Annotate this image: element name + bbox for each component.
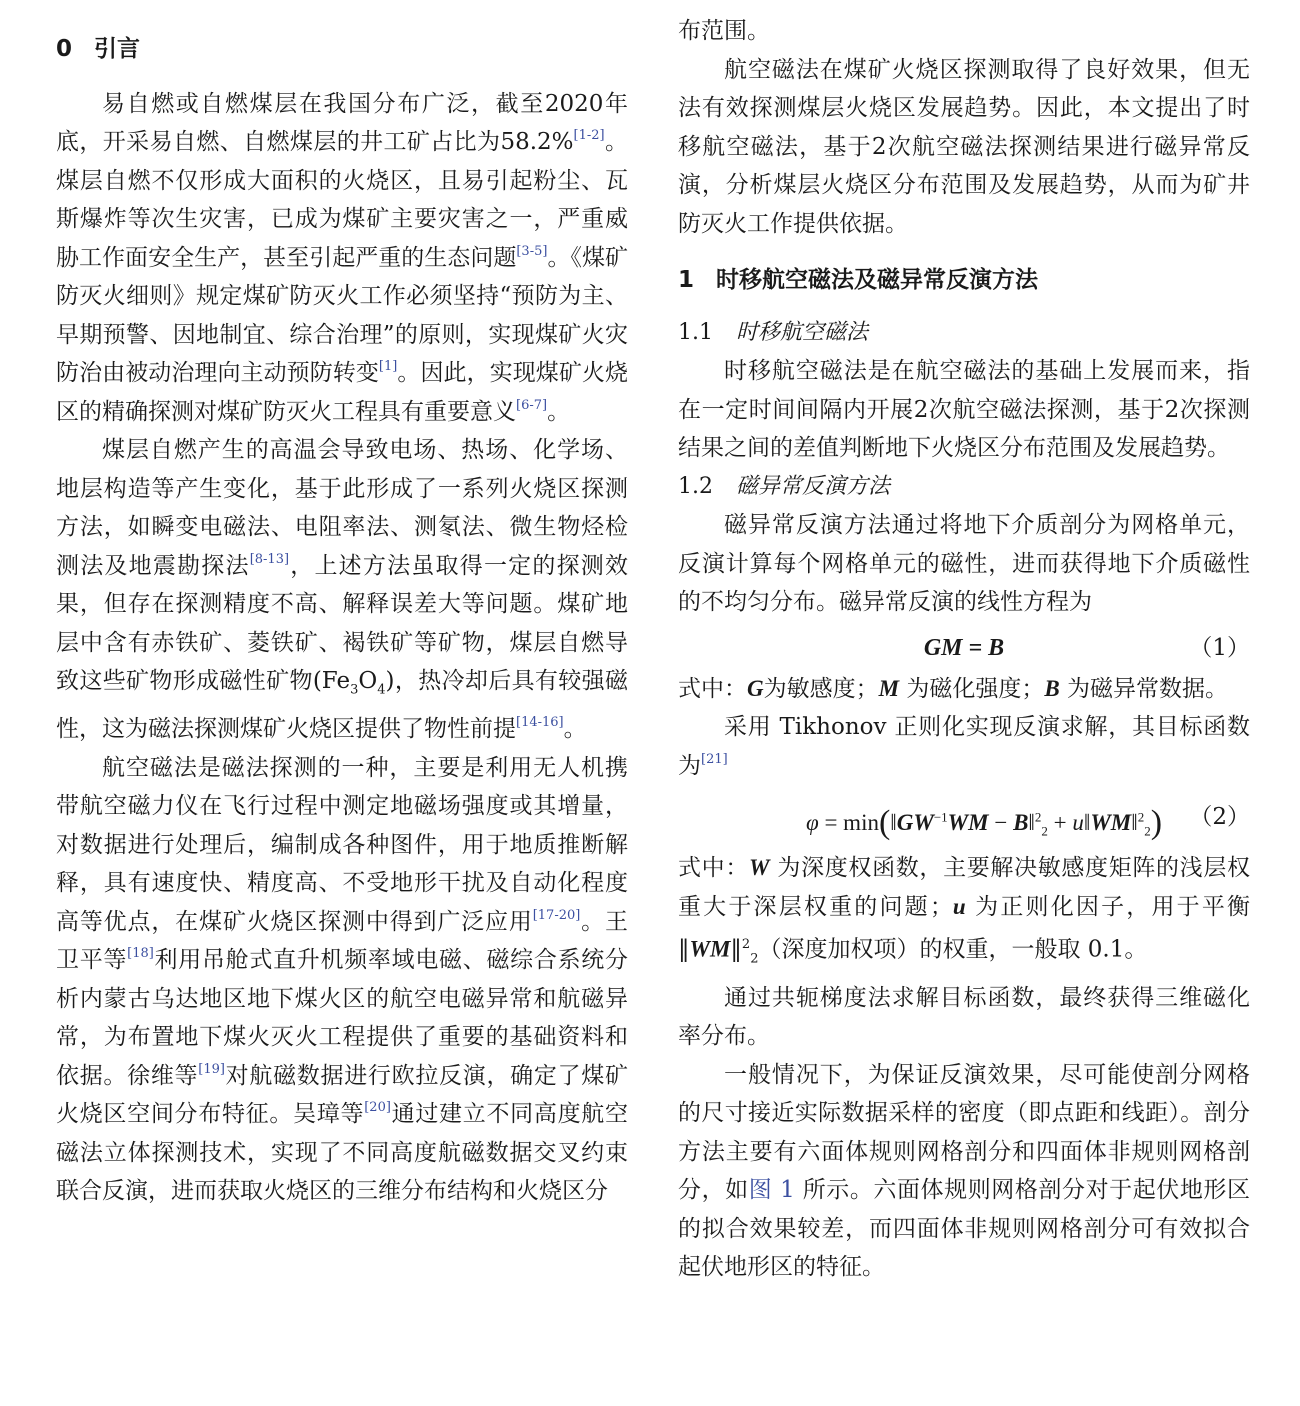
superscript: 2	[1034, 809, 1042, 824]
paragraph-9	[678, 1056, 1250, 1287]
symbol: GW	[896, 809, 934, 835]
citation-link[interactable]: [20]	[364, 1100, 391, 1116]
text: 易自燃或自燃煤层在我国分布广泛，截至2020年底，开采易自燃、自燃煤层的井工矿占比为58.2%	[56, 90, 628, 155]
citation-link[interactable]: [18]	[127, 946, 154, 962]
citation-link[interactable]: [19]	[198, 1061, 225, 1077]
subscript: 4	[377, 682, 386, 698]
text: )，热冷却后具有较强磁性，这为磁法探测煤矿火烧区提供了物性前提	[56, 668, 628, 743]
section-title: 引言	[94, 36, 140, 62]
equation-expression: GM = B	[923, 634, 1005, 661]
subscript: 2	[1144, 823, 1151, 839]
text: 为磁异常数据。	[1059, 675, 1229, 702]
where-clause-1	[678, 670, 1250, 709]
paragraph-2	[56, 431, 628, 749]
equation-expression	[766, 803, 1163, 841]
equation-1	[678, 626, 1250, 670]
symbol: φ	[805, 809, 819, 835]
text: 对航磁数据进行欧拉反演，确定了煤矿火烧区空间分布特征。吴璋等	[56, 1062, 629, 1128]
symbol: B	[1044, 675, 1060, 701]
text: 。《煤矿防灭火细则》规定煤矿防灭火工作必须坚持“预防为主、早期预警、因地制宜、综合治理”的原则，实现煤矿火灾防治由被动治理向主动预防转变	[56, 244, 629, 386]
citation-link[interactable]: [6-7]	[516, 397, 548, 413]
subscript: 2	[750, 951, 759, 967]
text: 。煤层自燃不仅形成大面积的火烧区，且易引起粉尘、瓦斯爆炸等次生灾害，已成为煤矿主要灾害之一，严重威胁工作面安全生产，甚至引起严重的生态问题	[56, 129, 629, 271]
symbol: G	[747, 675, 764, 701]
text: 利用吊舱式直升机频率域电磁、磁综合系统分析内蒙古乌达地区地下煤火区的航空电磁异常和航磁异常，为布置地下煤火灭火工程提供了重要的基础资料和依据。徐维等	[56, 947, 629, 1089]
text: O	[358, 668, 378, 694]
text: 航空磁法是磁法探测的一种，主要是利用无人机携带航空磁力仪在飞行过程中测定地磁场强度或其增量，对数据进行处理后，编制成各种图件，用于地质推断解释，具有速度快、精度高、不受地形干扰及自动化程度高等优点，在煤矿火烧区探测中得到广泛应用	[56, 754, 628, 935]
citation-link[interactable]: [1-2]	[573, 128, 605, 143]
symbol: u	[952, 893, 966, 919]
section-heading-introduction	[56, 30, 628, 69]
paragraph-1	[56, 85, 628, 432]
subscript: 3	[350, 682, 359, 698]
left-column	[56, 0, 628, 1211]
text: 所示。六面体规则网格剖分对于起伏地形区的拟合效果较差，而四面体非规则网格剖分可有效拟合起伏地形区的特征。	[678, 1177, 1250, 1281]
paragraph-8: 通过共轭梯度法求解目标函数，最终获得三维磁化率分布。	[678, 984, 1250, 1050]
equation-number: （1）	[1189, 634, 1250, 661]
paragraph-3	[56, 749, 628, 1211]
paragraph-5: 时移航空磁法是在航空磁法的基础上发展而来，指在一定时间间隔内开展2次航空磁法探测，基于2次探测结果之间的差值判断地下火烧区分布范围及发展趋势。	[678, 358, 1250, 461]
citation-link[interactable]: [17-20]	[532, 907, 581, 923]
citation-link[interactable]: [3-5]	[516, 243, 548, 259]
symbol: WM	[689, 936, 731, 962]
symbol: M	[878, 675, 900, 701]
subscript: 2	[1041, 823, 1048, 839]
citation-link[interactable]: [8-13]	[249, 551, 290, 567]
text: 。王卫平等	[56, 908, 629, 974]
symbol: WM	[1090, 809, 1132, 835]
text: 一般情况下，为保证反演效果，尽可能使剖分网格的尺寸接近实际数据采样的密度（即点距和线距）。剖分方法主要有六面体规则网格剖分和四面体非规则网格剖分，如	[678, 1061, 1250, 1204]
text: （深度加权项）的权重，一般取 0.1。	[758, 936, 1148, 963]
text: 。因此，实现煤矿火烧区的精确探测对煤矿防灭火工程具有重要意义	[56, 360, 629, 425]
where-clause-2	[678, 849, 1250, 979]
text: 式中：	[678, 675, 747, 702]
citation-link[interactable]: [14-16]	[516, 715, 564, 731]
superscript: −1	[933, 809, 948, 824]
subsection-title: 时移航空磁法	[736, 319, 869, 345]
text: 通过建立不同高度航空磁法立体探测技术，实现了不同高度航磁数据交叉约束联合反演，进而获取火烧区的三维分布结构和火烧区分	[56, 1101, 629, 1205]
section-number: 0	[56, 36, 73, 62]
superscript: 2	[1137, 809, 1145, 824]
paragraph-6: 磁异常反演方法通过将地下介质剖分为网格单元，反演计算每个网格单元的磁性，进而获得地下介质磁性的不均匀分布。磁异常反演的线性方程为	[678, 512, 1250, 615]
paragraph-7	[678, 708, 1250, 785]
symbol: ‖	[890, 809, 897, 835]
subsection-number: 1.1	[678, 319, 713, 345]
text: 。	[547, 398, 571, 425]
figure-link[interactable]: 图 1	[748, 1177, 795, 1204]
symbol: ‖	[678, 936, 690, 963]
symbol: (	[878, 803, 891, 841]
subsection-heading-1-2	[678, 468, 1250, 507]
symbol: u	[1072, 809, 1084, 835]
text: 式中：	[678, 855, 749, 881]
subsection-title: 磁异常反演方法	[736, 473, 891, 499]
symbol: W	[749, 855, 770, 880]
text: 为磁化强度；	[899, 675, 1045, 702]
text: 为敏感度；	[763, 675, 879, 702]
symbol: ‖	[1131, 809, 1138, 835]
symbol: WM	[947, 809, 989, 835]
text: +	[1047, 809, 1073, 835]
paragraph-continuation: 布范围。	[678, 18, 770, 44]
equation-2	[678, 785, 1250, 849]
right-column	[678, 0, 1250, 1287]
text: 为深度权函数，主要解决敏感度矩阵的浅层权重大于深层权重的问题；	[678, 855, 1251, 920]
section-heading-1	[678, 261, 1250, 300]
section-title: 时移航空磁法及磁异常反演方法	[716, 267, 1038, 293]
symbol: B	[1013, 809, 1029, 835]
citation-link[interactable]: [1]	[378, 359, 398, 374]
text: ，上述方法虽取得一定的探测效果，但存在探测精度不高、解释误差大等问题。煤矿地层中含有赤铁矿、菱铁矿、褐铁矿等矿物，煤层自燃导致这些矿物形成磁性矿物(Fe	[56, 552, 628, 694]
symbol: )	[1150, 803, 1163, 841]
text: 采用 Tikhonov 正则化实现反演求解，其目标函数为	[678, 714, 1250, 779]
citation-link[interactable]: [21]	[701, 751, 728, 767]
symbol: ‖	[1083, 809, 1091, 835]
subsection-number: 1.2	[678, 473, 713, 499]
text: −	[988, 809, 1014, 835]
equation-number: （2）	[1189, 804, 1250, 830]
section-number: 1	[678, 267, 695, 293]
text: 煤层自燃产生的高温会导致电场、热场、化学场、地层构造等产生变化，基于此形成了一系列火烧区探测方法，如瞬变电磁法、电阻率法、测氡法、微生物烃检测法及地震勘探法	[56, 437, 628, 579]
text: = min	[818, 809, 879, 835]
paragraph-4: 航空磁法在煤矿火烧区探测取得了良好效果，但无法有效探测煤层火烧区发展趋势。因此，本文提出了时移航空磁法，基于2次航空磁法探测结果进行磁异常反演，分析煤层火烧区分布范围及发展趋势，从而为矿井防灭火工作提供依据。	[678, 56, 1250, 237]
symbol: ‖	[730, 936, 742, 963]
subsection-heading-1-1	[678, 314, 1250, 353]
text: 为正则化因子，用于平衡	[965, 893, 1251, 920]
symbol: ‖	[1028, 809, 1035, 835]
superscript: 2	[741, 937, 751, 952]
text: 。	[563, 716, 587, 743]
